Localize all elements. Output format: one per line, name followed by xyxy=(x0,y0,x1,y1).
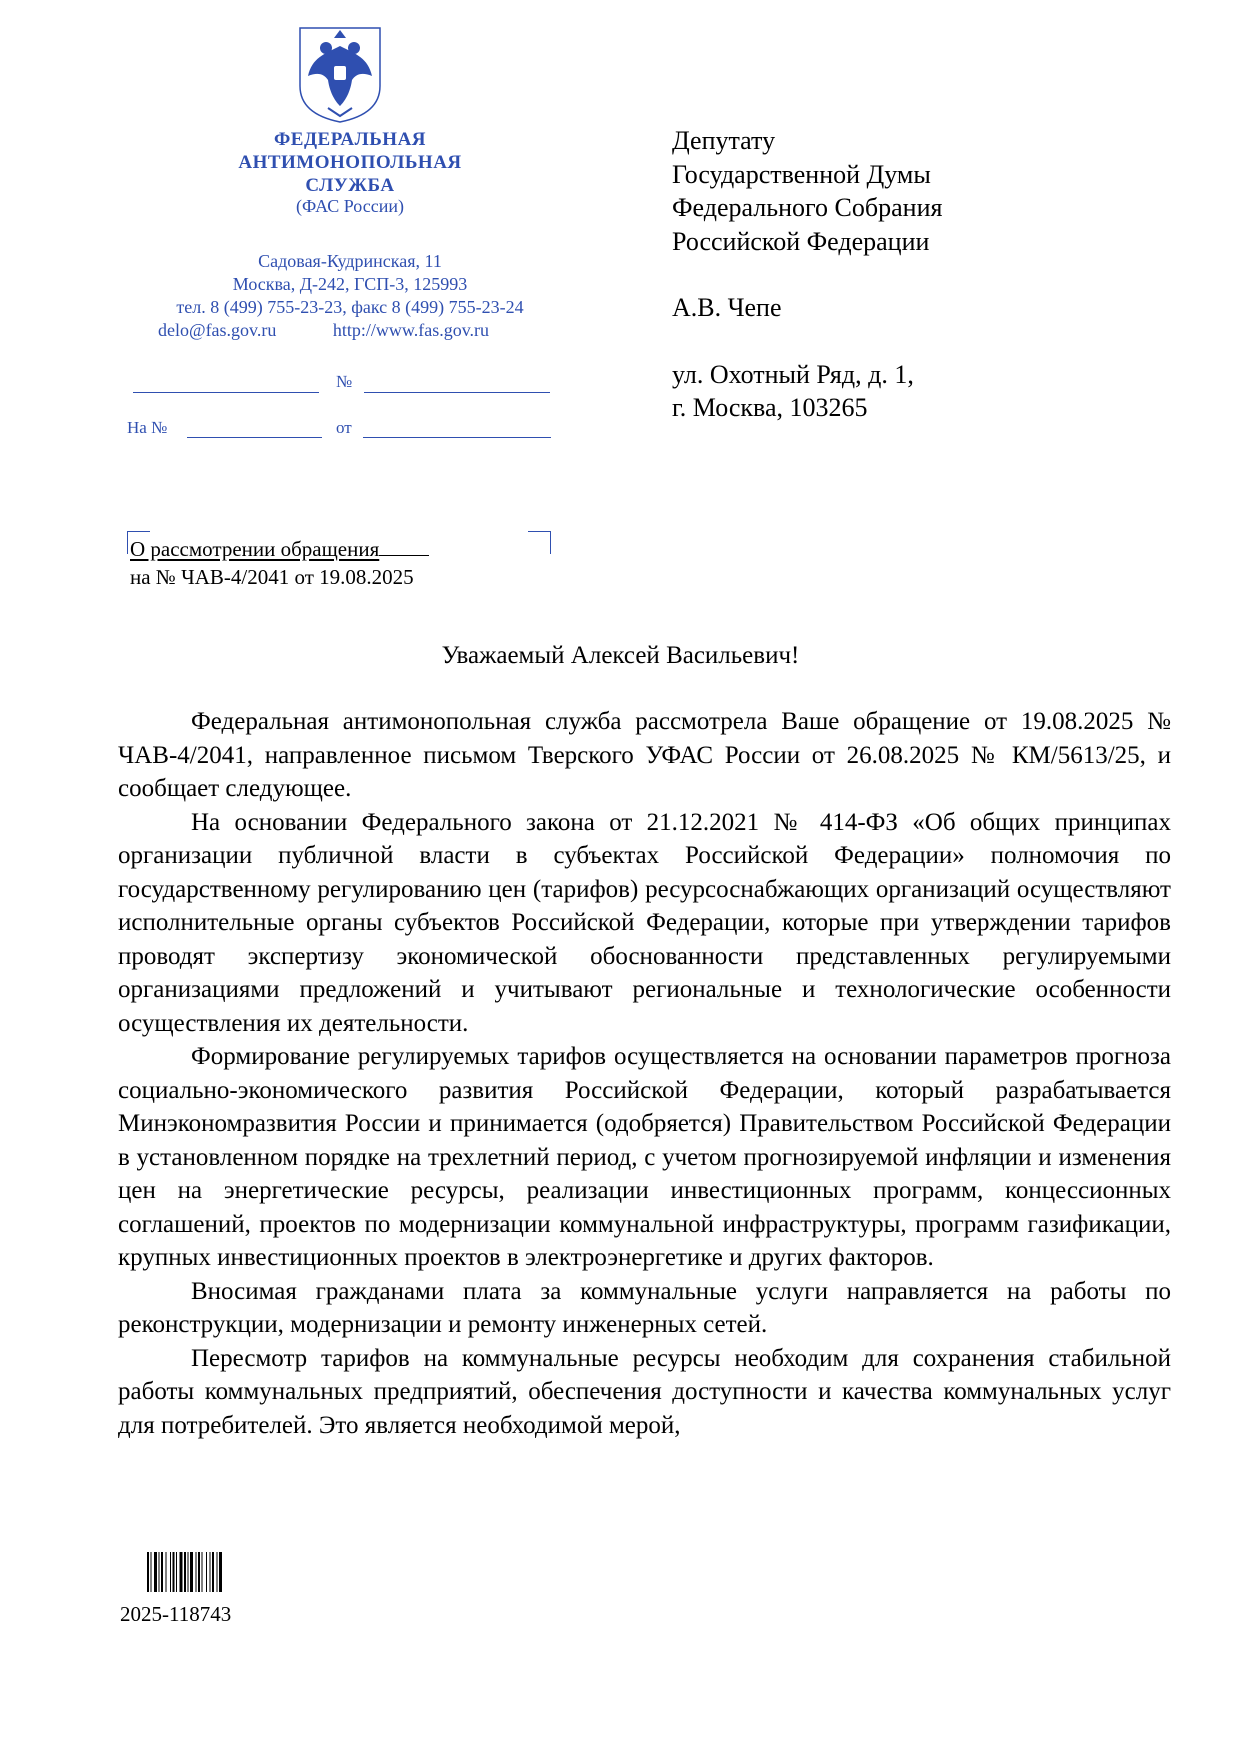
coat-of-arms-emblem xyxy=(296,24,384,124)
reg-date-line xyxy=(133,392,319,393)
paragraph-1: Федеральная антимонопольная служба рассмотрела Ваше обращение от 19.08.2025 № ЧАВ-4/2041, направленное письмом Тверского УФАС России от 26.08.2025 № КМ/5613/25, и сообщает следующее. xyxy=(118,708,1171,802)
addressee-block xyxy=(672,124,942,425)
addressee-address-2: г. Москва, 103265 xyxy=(672,393,868,422)
address-line-3: тел. 8 (499) 755-23-23, факс 8 (499) 755-23-24 xyxy=(176,297,524,317)
from-label: от xyxy=(336,418,352,437)
paragraph-5: Пересмотр тарифов на коммунальные ресурсы необходим для сохранения стабильной работы коммунальных предприятий, обеспечения доступности и качества коммунальных услуг для потребителей. Это является необходимой мерой, xyxy=(118,1344,1171,1439)
addressee-title-4: Российской Федерации xyxy=(672,226,930,256)
reply-to-label: На № xyxy=(127,418,168,437)
address-line-2: Москва, Д-242, ГСП-3, 125993 xyxy=(232,274,468,294)
reg-number-label: № xyxy=(336,372,353,391)
subject-line-2: на № ЧАВ-4/2041 от 19.08.2025 xyxy=(130,565,414,589)
addressee-title-1: Депутату xyxy=(672,126,776,155)
reply-to-date-line xyxy=(363,437,551,438)
org-line-3: СЛУЖБА xyxy=(305,175,395,196)
barcode-number: 2025-118743 xyxy=(120,1602,232,1626)
reg-number-line xyxy=(364,392,550,393)
paragraph-3: Формирование регулируемых тарифов осуществляется на основании параметров прогноза социально-экономического развития Российской Федерации, который разрабатывается Минэкономразвития России и принимается (одобряется) Правительством Российской Федерации в установленном порядке на трехлетний период, с учетом прогнозируемой инфляции и изменения цен на энергетические ресурсы, реализации инвестиционных программ, концессионных соглашений, проектов по модернизации коммунальной инфраструктуры, программ газификации, крупных инвестиционных проектов в электроэнергетике и других факторов. xyxy=(118,1043,1171,1271)
subject-block xyxy=(130,535,429,591)
salutation: Уважаемый Алексей Васильевич! xyxy=(441,642,800,669)
subject-line-1: О рассмотрении обращения xyxy=(130,537,380,561)
barcode xyxy=(147,1552,277,1592)
reply-to-number-line xyxy=(187,437,322,438)
organization-address xyxy=(120,250,580,319)
addressee-name: А.В. Чепе xyxy=(672,293,782,322)
addressee-address-1: ул. Охотный Ряд, д. 1, xyxy=(672,359,914,389)
letter-body xyxy=(118,705,1171,1442)
organization-contacts xyxy=(158,320,489,341)
org-line-2: АНТИМОНОПОЛЬНАЯ xyxy=(238,152,462,173)
addressee-title-2: Государственной Думы xyxy=(672,159,931,189)
org-line-1: ФЕДЕРАЛЬНАЯ xyxy=(273,129,427,150)
subject-bracket-right xyxy=(528,531,551,554)
subject-underline xyxy=(379,555,429,556)
website-text: http://www.fas.gov.ru xyxy=(332,320,490,340)
organization-name xyxy=(180,128,520,197)
organization-short-name: (ФАС России) xyxy=(296,196,404,216)
address-line-1: Садовая-Кудринская, 11 xyxy=(258,251,442,271)
addressee-title-3: Федерального Собрания xyxy=(672,193,943,222)
paragraph-2: На основании Федерального закона от 21.12.2021 № 414-ФЗ «Об общих принципах организации публичной власти в субъектах Российской Федерации» полномочия по государственному регулированию цен (тарифов) ресурсоснабжающих организаций осуществляют исполнительные органы субъектов Российской Федерации, которые при утверждении тарифов проводят экспертизу экономической обоснованности представленных регулируемыми организациями предложений и учитывают региональные и технологические особенности осуществления их деятельности. xyxy=(118,808,1171,1037)
paragraph-4: Вносимая гражданами плата за коммунальные услуги направляется на работы по реконструкции, модернизации и ремонту инженерных сетей. xyxy=(118,1277,1171,1338)
email-text: delo@fas.gov.ru xyxy=(158,320,277,340)
